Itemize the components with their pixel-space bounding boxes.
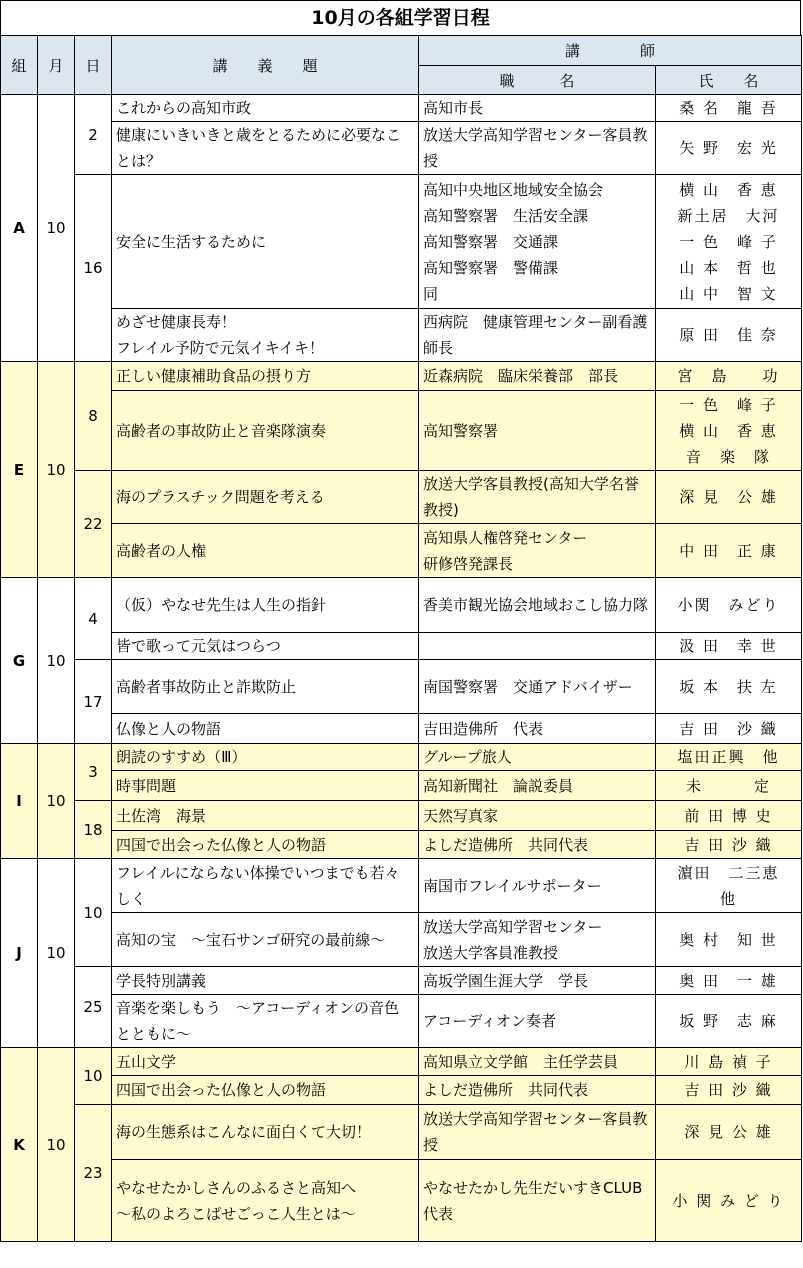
topic-cell: 土佐湾 海景 — [112, 801, 419, 831]
table-row — [1, 1105, 802, 1160]
name-cell: 濵田 二三恵 他 — [656, 859, 802, 913]
job-cell: 放送大学高知学習センター客員教授 — [419, 122, 656, 175]
name-cell: 吉 田 沙 織 — [656, 1076, 802, 1105]
table-row — [1, 660, 802, 714]
name-cell: 坂 野 志 麻 — [656, 995, 802, 1048]
job-cell: よしだ造佛所 共同代表 — [419, 1076, 656, 1105]
day-cell: 17 — [75, 660, 112, 744]
table-row — [1, 122, 802, 175]
name-cell: 汲 田 幸 世 — [656, 633, 802, 660]
name-cell: 中 田 正 康 — [656, 524, 802, 578]
day-cell: 3 — [75, 744, 112, 801]
name-cell: 川 島 禎 子 — [656, 1048, 802, 1076]
name-cell: 吉 田 沙 織 — [656, 714, 802, 744]
topic-cell: 仏像と人の物語 — [112, 714, 419, 744]
day-cell: 8 — [75, 362, 112, 471]
group-cell: E — [1, 362, 38, 578]
topic-cell: 高齢者事故防止と詐欺防止 — [112, 660, 419, 714]
topic-cell: やなせたかしさんのふるさと高知へ ～私のよろこばせごっこ人生とは～ — [112, 1160, 419, 1242]
page-title: 10月の各組学習日程 — [0, 0, 801, 35]
table-row — [1, 1160, 802, 1242]
name-cell: 吉 田 沙 織 — [656, 831, 802, 859]
table-row — [1, 1048, 802, 1076]
name-cell: 原 田 佳 奈 — [656, 309, 802, 362]
topic-cell: 四国で出会った仏像と人の物語 — [112, 831, 419, 859]
name-cell: 小関 みどり — [656, 578, 802, 633]
header-month: 月 — [38, 36, 75, 95]
day-cell: 23 — [75, 1105, 112, 1242]
job-cell: 高知県人権啓発センター 研修啓発課長 — [419, 524, 656, 578]
topic-cell: めざせ健康長寿！ フレイル予防で元気イキイキ！ — [112, 309, 419, 362]
name-cell: 深 見 公 雄 — [656, 1105, 802, 1160]
job-cell: 放送大学客員教授(高知大学名誉教授) — [419, 471, 656, 524]
day-cell: 10 — [75, 859, 112, 967]
topic-cell: 音楽を楽しもう ～アコーディオンの音色とともに～ — [112, 995, 419, 1048]
job-cell: アコーディオン奏者 — [419, 995, 656, 1048]
table-row — [1, 578, 802, 633]
name-cell: 坂 本 扶 左 — [656, 660, 802, 714]
month-cell: 10 — [38, 859, 75, 1048]
name-cell: 奥 村 知 世 — [656, 913, 802, 967]
table-row — [1, 633, 802, 660]
job-cell: 吉田造佛所 代表 — [419, 714, 656, 744]
job-cell: 高坂学園生涯大学 学長 — [419, 967, 656, 995]
table-row — [1, 831, 802, 859]
topic-cell: 学長特別講義 — [112, 967, 419, 995]
table-header — [1, 36, 802, 95]
table-row — [1, 362, 802, 391]
month-cell: 10 — [38, 1048, 75, 1242]
table-row — [1, 714, 802, 744]
table-row — [1, 771, 802, 801]
job-cell: 南国警察署 交通アドバイザー — [419, 660, 656, 714]
job-cell: 香美市観光協会地域おこし協力隊 — [419, 578, 656, 633]
job-cell: よしだ造佛所 共同代表 — [419, 831, 656, 859]
group-cell: I — [1, 744, 38, 859]
header-day: 日 — [75, 36, 112, 95]
table-row — [1, 95, 802, 122]
month-cell: 10 — [38, 362, 75, 578]
job-cell: やなせたかし先生だいすきCLUB 代表 — [419, 1160, 656, 1242]
day-cell: 10 — [75, 1048, 112, 1105]
job-cell: 西病院 健康管理センター副看護師長 — [419, 309, 656, 362]
table-row — [1, 524, 802, 578]
topic-cell: 高知の宝 ～宝石サンゴ研究の最前線～ — [112, 913, 419, 967]
topic-cell: 朗読のすすめ（Ⅲ） — [112, 744, 419, 771]
job-cell — [419, 633, 656, 660]
day-cell: 18 — [75, 801, 112, 859]
table-row — [1, 309, 802, 362]
topic-cell: 海のプラスチック問題を考える — [112, 471, 419, 524]
topic-cell: これからの高知市政 — [112, 95, 419, 122]
topic-cell: 時事問題 — [112, 771, 419, 801]
job-cell: 高知中央地区地域安全協会 高知警察署 生活安全課 高知警察署 交通課 高知警察署 警備課 同 — [419, 175, 656, 309]
topic-cell: 五山文学 — [112, 1048, 419, 1076]
table-row — [1, 1076, 802, 1105]
header-group: 組 — [1, 36, 38, 95]
month-cell: 10 — [38, 744, 75, 859]
job-cell: 高知市長 — [419, 95, 656, 122]
schedule-table — [0, 35, 802, 1242]
job-cell: 天然写真家 — [419, 801, 656, 831]
name-cell: 奥 田 一 雄 — [656, 967, 802, 995]
header-topic: 講 義 題 — [112, 36, 419, 95]
table-row — [1, 801, 802, 831]
name-cell: 前 田 博 史 — [656, 801, 802, 831]
job-cell: 近森病院 臨床栄養部 部長 — [419, 362, 656, 391]
table-row — [1, 859, 802, 913]
name-cell: 深 見 公 雄 — [656, 471, 802, 524]
topic-cell: 四国で出会った仏像と人の物語 — [112, 1076, 419, 1105]
month-cell: 10 — [38, 95, 75, 362]
topic-cell: 皆で歌って元気はつらつ — [112, 633, 419, 660]
topic-cell: （仮）やなせ先生は人生の指針 — [112, 578, 419, 633]
topic-cell: 高齢者の人権 — [112, 524, 419, 578]
table-row — [1, 471, 802, 524]
day-cell: 25 — [75, 967, 112, 1048]
day-cell: 4 — [75, 578, 112, 660]
job-cell: 放送大学高知学習センター 放送大学客員准教授 — [419, 913, 656, 967]
topic-cell: 安全に生活するために — [112, 175, 419, 309]
table-row — [1, 967, 802, 995]
job-cell: 高知新聞社 論説委員 — [419, 771, 656, 801]
table-row — [1, 744, 802, 771]
job-cell: 高知警察署 — [419, 391, 656, 471]
job-cell: グループ旅人 — [419, 744, 656, 771]
group-cell: A — [1, 95, 38, 362]
day-cell: 22 — [75, 471, 112, 578]
name-cell: 塩田正興 他 — [656, 744, 802, 771]
name-cell: 一 色 峰 子 横 山 香 恵 音 楽 隊 — [656, 391, 802, 471]
topic-cell: 海の生態系はこんなに面白くて大切！ — [112, 1105, 419, 1160]
day-cell: 2 — [75, 95, 112, 175]
topic-cell: 健康にいきいきと歳をとるために必要なことは？ — [112, 122, 419, 175]
table-row — [1, 995, 802, 1048]
table-body — [1, 95, 802, 1242]
name-cell: 矢 野 宏 光 — [656, 122, 802, 175]
job-cell: 高知県立文学館 主任学芸員 — [419, 1048, 656, 1076]
group-cell: J — [1, 859, 38, 1048]
table-row — [1, 913, 802, 967]
topic-cell: 高齢者の事故防止と音楽隊演奏 — [112, 391, 419, 471]
group-cell: K — [1, 1048, 38, 1242]
header-name: 氏 名 — [656, 66, 802, 95]
name-cell: 桑 名 龍 吾 — [656, 95, 802, 122]
name-cell: 宮 島 功 — [656, 362, 802, 391]
name-cell: 小 関 み ど り — [656, 1160, 802, 1242]
day-cell: 16 — [75, 175, 112, 362]
table-row — [1, 175, 802, 309]
name-cell: 未 定 — [656, 771, 802, 801]
table-row — [1, 391, 802, 471]
topic-cell: 正しい健康補助食品の摂り方 — [112, 362, 419, 391]
header-lecturer: 講 師 — [419, 36, 802, 66]
name-cell: 横 山 香 恵 新土居 大河 一 色 峰 子 山 本 哲 也 山 中 智 文 — [656, 175, 802, 309]
month-cell: 10 — [38, 578, 75, 744]
topic-cell: フレイルにならない体操でいつまでも若々しく — [112, 859, 419, 913]
group-cell: G — [1, 578, 38, 744]
header-job: 職 名 — [419, 66, 656, 95]
job-cell: 放送大学高知学習センター客員教授 — [419, 1105, 656, 1160]
job-cell: 南国市フレイルサポーター — [419, 859, 656, 913]
